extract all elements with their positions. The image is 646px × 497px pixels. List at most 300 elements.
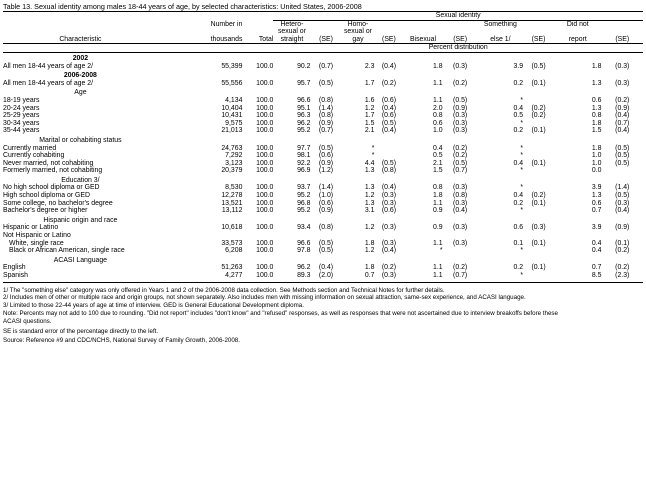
- cell-total: 100.0: [256, 264, 274, 272]
- table-page: [3, 0, 643, 345]
- cell-total: 100.0: [256, 167, 274, 175]
- table-row: [3, 272, 643, 282]
- cell-homosexual: 1.3: [364, 184, 375, 192]
- cell-did-not-report-se: (0.3): [615, 62, 630, 70]
- cell-homosexual: 1.2: [364, 104, 375, 112]
- cell-bisexual: 1.1: [432, 96, 443, 104]
- data-table: [3, 11, 643, 283]
- cell-heterosexual-se: (0.8): [318, 224, 334, 232]
- number-header-line1: Number in: [210, 20, 243, 28]
- footnotes: [3, 287, 643, 346]
- section-header-row: [3, 255, 643, 265]
- cell-bisexual-se: [443, 247, 478, 255]
- cell-homosexual-se: (0.6): [381, 112, 397, 120]
- table-row: [3, 207, 643, 215]
- cell-total: 100.0: [256, 127, 274, 135]
- cell-did-not-report: 1.8: [591, 144, 602, 152]
- cell-heterosexual-se: (0.4): [318, 264, 334, 272]
- section-header-row: [3, 175, 643, 185]
- cell-homosexual-se: (0.6): [381, 207, 397, 215]
- footnote: 2/ Includes men of other or multiple race and origin groups, not shown separately. Also includes men with missing information on sexual attraction, same-sex experience, and ACASI language.: [3, 294, 526, 302]
- cell-homosexual: 1.3: [364, 167, 375, 175]
- cell-total: 100.0: [256, 62, 274, 70]
- cell-homosexual: *: [371, 144, 375, 152]
- cell-something-else-se: (0.2): [531, 104, 546, 112]
- cell-bisexual: [403, 232, 442, 240]
- cell-homosexual-se: (0.4): [381, 247, 397, 255]
- section-header-row: [3, 135, 643, 145]
- row-label: Currently cohabiting: [3, 152, 65, 160]
- cell-something-else-se: [523, 207, 554, 215]
- cell-something-else: 0.4: [513, 159, 524, 167]
- section-header-row: [3, 215, 643, 225]
- cell-total: 100.0: [256, 239, 274, 247]
- cell-something-else-se: [523, 152, 554, 160]
- cell-homosexual: 2.1: [364, 127, 375, 135]
- cell-number-in-thousands: 10,431: [221, 112, 243, 120]
- cell-number-in-thousands: 55,556: [221, 79, 243, 87]
- cell-something-else-se: [523, 120, 554, 128]
- cell-heterosexual: 93.7: [297, 184, 311, 192]
- cell-bisexual: 1.1: [403, 272, 442, 282]
- cell-something-else-se: (0.1): [531, 79, 546, 87]
- cell-heterosexual: 97.8: [297, 247, 311, 255]
- cell-something-else: *: [520, 96, 524, 104]
- cell-bisexual: 0.6: [432, 119, 443, 127]
- cell-number-in-thousands: 8,530: [225, 184, 243, 192]
- cell-homosexual: 1.7: [364, 79, 375, 87]
- cell-bisexual: 0.9: [432, 207, 443, 215]
- cell-heterosexual-se: (1.2): [318, 167, 334, 175]
- cell-number-in-thousands: 55,399: [221, 62, 243, 70]
- cell-heterosexual: [273, 232, 310, 240]
- cell-did-not-report: 1.3: [591, 104, 602, 112]
- se-header: (SE): [443, 36, 478, 44]
- cell-did-not-report-se: (1.4): [615, 184, 630, 192]
- row-label: 25-29 years: [3, 112, 40, 120]
- table-row: [3, 97, 643, 105]
- cell-did-not-report-se: [601, 167, 643, 175]
- percent-distribution-header: Percent distribution: [273, 44, 643, 53]
- cell-something-else: *: [520, 152, 524, 160]
- row-label: Hispanic or Latino: [3, 224, 59, 232]
- cell-homosexual: 1.2: [364, 224, 375, 232]
- row-label: All men 18-44 years of age 2/: [3, 79, 94, 87]
- cell-total: 100.0: [256, 159, 274, 167]
- cell-total: 100.0: [256, 79, 274, 87]
- cell-homosexual-se: (0.5): [381, 159, 397, 167]
- cell-total: 100.0: [256, 207, 274, 215]
- table-row: [3, 105, 643, 113]
- table-row: [3, 120, 643, 128]
- cell-number-in-thousands: 3,123: [225, 159, 243, 167]
- cell-bisexual-se: (0.2): [453, 152, 468, 160]
- row-label: No high school diploma or GED: [3, 184, 100, 192]
- cell-homosexual-se: (0.8): [381, 167, 397, 175]
- cell-something-else: *: [520, 247, 524, 255]
- cell-something-else-se: (0.2): [531, 112, 546, 120]
- cell-number-in-thousands: 21,013: [221, 127, 243, 135]
- cell-something-else: 0.2: [513, 79, 524, 87]
- cell-did-not-report-se: (0.4): [615, 207, 630, 215]
- cell-total: [242, 232, 273, 240]
- cell-bisexual-se: (0.3): [453, 119, 468, 127]
- cell-did-not-report: 0.6: [591, 96, 602, 104]
- cell-homosexual: 2.3: [364, 62, 375, 70]
- table-row: [3, 127, 643, 135]
- cell-heterosexual: 96.2: [297, 119, 311, 127]
- row-label: Some college, no bachelor's degree: [3, 199, 113, 207]
- cell-did-not-report: 1.0: [591, 159, 602, 167]
- row-label: Bachelor's degree or higher: [3, 207, 88, 215]
- cell-number-in-thousands: 24,763: [221, 144, 243, 152]
- cell-homosexual-se: (0.3): [381, 239, 397, 247]
- cell-something-else: *: [478, 272, 523, 282]
- cell-bisexual-se: (0.5): [453, 159, 468, 167]
- row-label: 18-19 years: [3, 96, 40, 104]
- cell-something-else: 0.6: [513, 224, 524, 232]
- bisexual-header: Bisexual: [403, 36, 442, 44]
- cell-did-not-report: 1.3: [591, 192, 602, 200]
- row-label: Currently married: [3, 144, 57, 152]
- cell-homosexual: [341, 232, 374, 240]
- se-header: (SE): [311, 36, 342, 44]
- cell-something-else: *: [520, 167, 524, 175]
- cell-number-in-thousands: 20,379: [221, 167, 243, 175]
- cell-did-not-report-se: (0.1): [615, 239, 630, 247]
- cell-did-not-report-se: (0.9): [615, 224, 630, 232]
- cell-total: 100.0: [256, 112, 274, 120]
- cell-number-in-thousands: 10,404: [221, 104, 243, 112]
- cell-heterosexual-se: (0.8): [318, 112, 334, 120]
- cell-bisexual-se: (0.9): [453, 104, 468, 112]
- row-label: Spanish: [3, 272, 158, 282]
- cell-heterosexual: 96.6: [297, 96, 311, 104]
- cell-homosexual: *: [371, 152, 375, 160]
- section-heading: Education 3/: [61, 176, 100, 184]
- cell-bisexual: *: [439, 247, 443, 255]
- section-header-row: [3, 70, 643, 80]
- cell-bisexual-se: (0.5): [453, 96, 468, 104]
- footnote: Source: Reference #9 and CDC/NCHS, National Survey of Family Growth, 2006-2008.: [3, 337, 240, 345]
- cell-something-else-se: [523, 97, 554, 105]
- cell-heterosexual-se: (0.5): [318, 144, 334, 152]
- cell-heterosexual-se: (0.5): [318, 247, 334, 255]
- cell-something-else: *: [520, 207, 524, 215]
- cell-total: 100.0: [256, 152, 274, 160]
- cell-heterosexual: 96.9: [297, 167, 311, 175]
- cell-bisexual: 1.1: [432, 264, 443, 272]
- cell-homosexual: 1.7: [364, 112, 375, 120]
- cell-something-else: 0.4: [513, 104, 524, 112]
- table-row: [3, 112, 643, 120]
- cell-bisexual-se: (0.3): [453, 199, 468, 207]
- row-label: English: [3, 264, 26, 272]
- cell-did-not-report: 8.5: [554, 272, 601, 282]
- cell-did-not-report: 0.7: [591, 207, 602, 215]
- cell-did-not-report-se: (2.3): [601, 272, 643, 282]
- cell-homosexual-se: [374, 152, 403, 160]
- cell-something-else-se: (0.1): [531, 159, 546, 167]
- cell-bisexual: 2.0: [432, 104, 443, 112]
- cell-homosexual-se: (0.4): [381, 62, 397, 70]
- cell-heterosexual: 95.2: [297, 192, 311, 200]
- cell-bisexual-se: (0.2): [453, 144, 468, 152]
- homo-header-line1: Homo-: [347, 20, 369, 28]
- cell-number-in-thousands: 33,573: [221, 239, 243, 247]
- cell-something-else-se: (0.2): [531, 192, 546, 200]
- row-label: White, single race: [9, 239, 64, 247]
- table-row: [3, 224, 643, 232]
- cell-something-else: 0.4: [513, 192, 524, 200]
- cell-heterosexual-se: (0.7): [318, 127, 334, 135]
- cell-homosexual-se: [374, 145, 403, 153]
- cell-heterosexual-se: (0.9): [318, 159, 334, 167]
- cell-homosexual: 1.8: [364, 264, 375, 272]
- cell-total: 100.0: [256, 184, 274, 192]
- cell-did-not-report: 0.8: [591, 112, 602, 120]
- cell-did-not-report-se: (0.5): [615, 192, 630, 200]
- cell-homosexual: 3.1: [364, 207, 375, 215]
- cell-heterosexual-se: [311, 232, 342, 240]
- cell-homosexual-se: (0.3): [381, 192, 397, 200]
- table-row: [3, 247, 643, 255]
- cell-total: 100.0: [256, 192, 274, 200]
- cell-heterosexual: 96.6: [297, 239, 311, 247]
- didnot-header-line1: Did not: [566, 20, 589, 28]
- section-heading: Marital or cohabiting status: [39, 136, 122, 144]
- cell-something-else-se: (0.1): [531, 127, 546, 135]
- cell-did-not-report: 1.0: [591, 152, 602, 160]
- table-row: [3, 152, 643, 160]
- cell-bisexual-se: (0.3): [453, 239, 468, 247]
- cell-heterosexual: 92.2: [297, 159, 311, 167]
- row-label: Never married, not cohabiting: [3, 159, 94, 167]
- cell-bisexual-se: (0.2): [453, 79, 468, 87]
- row-label: Formerly married, not cohabiting: [3, 167, 103, 175]
- table-body: [3, 52, 643, 282]
- cell-did-not-report-se: (0.5): [615, 152, 630, 160]
- cell-heterosexual-se: (2.0): [311, 272, 342, 282]
- cell-heterosexual-se: (0.5): [318, 239, 334, 247]
- cell-total: 100.0: [256, 247, 274, 255]
- cell-did-not-report-se: (0.2): [615, 247, 630, 255]
- cell-something-else: *: [520, 119, 524, 127]
- cell-bisexual: 1.5: [432, 167, 443, 175]
- cell-did-not-report-se: (0.9): [615, 104, 630, 112]
- cell-number-in-thousands: 13,521: [221, 199, 243, 207]
- cell-bisexual-se: (0.8): [453, 192, 468, 200]
- cell-heterosexual: 97.7: [297, 144, 311, 152]
- cell-heterosexual-se: (1.4): [318, 184, 334, 192]
- hetero-header-line3: straight: [273, 36, 310, 44]
- cell-homosexual-se: (0.3): [381, 224, 397, 232]
- cell-homosexual-se: (0.4): [381, 104, 397, 112]
- cell-heterosexual: 95.7: [297, 79, 311, 87]
- cell-bisexual: 0.5: [432, 152, 443, 160]
- cell-did-not-report: 1.8: [591, 62, 602, 70]
- cell-did-not-report-se: [601, 232, 643, 240]
- cell-number-in-thousands: 6,208: [225, 247, 243, 255]
- cell-something-else-se: (0.1): [531, 199, 546, 207]
- cell-heterosexual-se: (0.5): [318, 79, 334, 87]
- cell-something-else: *: [520, 184, 524, 192]
- cell-did-not-report-se: (0.2): [615, 264, 630, 272]
- footnote: 3/ Limited to those 22-44 years of age at time of interview. GED is General Educational Development diploma.: [3, 302, 304, 310]
- cell-number-in-thousands: 51,263: [221, 264, 243, 272]
- cell-heterosexual: 98.1: [297, 152, 311, 160]
- cell-bisexual-se: [443, 232, 478, 240]
- header-spacer: [3, 12, 273, 21]
- section-heading: 2002: [72, 54, 89, 62]
- cell-did-not-report-se: (0.5): [615, 159, 630, 167]
- footnote: SE is standard error of the percentage directly to the left.: [3, 327, 159, 335]
- row-label: High school diploma or GED: [3, 192, 90, 200]
- section-heading: 2006-2008: [63, 72, 97, 80]
- cell-number-in-thousands: 10,618: [221, 224, 243, 232]
- cell-did-not-report-se: (0.2): [615, 96, 630, 104]
- cell-something-else: 0.1: [513, 239, 524, 247]
- cell-homosexual-se: (0.2): [381, 264, 397, 272]
- cell-heterosexual-se: (0.9): [318, 207, 334, 215]
- cell-something-else: 0.2: [513, 127, 524, 135]
- table-row: [3, 200, 643, 208]
- homo-header-line3: gay: [341, 36, 374, 44]
- cell-something-else-se: (0.1): [531, 239, 546, 247]
- cell-heterosexual: 89.3: [273, 272, 310, 282]
- cell-heterosexual: 96.3: [297, 112, 311, 120]
- row-label: Black or African American, single race: [9, 247, 125, 255]
- table-row: [3, 160, 643, 168]
- footnote: ACASI questions.: [3, 317, 52, 325]
- table-title: Table 13. Sexual identity among males 18-44 years of age, by selected characteristics: United States, 2006-2008: [3, 2, 362, 11]
- cell-bisexual-se: (0.3): [453, 127, 468, 135]
- cell-did-not-report: 0.4: [591, 239, 602, 247]
- table-row: [3, 184, 643, 192]
- cell-bisexual-se: (0.7): [453, 167, 468, 175]
- se-header: (SE): [601, 36, 643, 44]
- cell-something-else: [478, 232, 523, 240]
- cell-homosexual: 1.2: [364, 247, 375, 255]
- cell-bisexual-se: (0.3): [453, 224, 468, 232]
- se-header: (SE): [374, 36, 403, 44]
- cell-bisexual: 0.8: [432, 184, 443, 192]
- hetero-header-line1: Hetero-: [280, 20, 304, 28]
- table-row: [3, 264, 643, 272]
- cell-heterosexual-se: (1.0): [318, 192, 334, 200]
- table-row: [3, 167, 643, 175]
- cell-something-else-se: [523, 145, 554, 153]
- cell-heterosexual-se: (0.7): [318, 62, 334, 70]
- section-header-row: [3, 52, 643, 62]
- cell-number-in-thousands: 4,277: [158, 272, 243, 282]
- cell-did-not-report: 3.9: [591, 224, 602, 232]
- cell-number-in-thousands: 12,278: [221, 192, 243, 200]
- cell-heterosexual-se: (0.9): [318, 119, 334, 127]
- something-header-line2: else 1/: [478, 36, 523, 44]
- cell-total: 100.0: [256, 199, 274, 207]
- cell-something-else-se: (0.5): [531, 62, 546, 70]
- cell-homosexual: 0.7: [341, 272, 374, 282]
- section-heading: Age: [74, 89, 87, 97]
- cell-bisexual-se: (0.3): [453, 62, 468, 70]
- cell-total: 100.0: [256, 96, 274, 104]
- cell-did-not-report: 0.7: [591, 264, 602, 272]
- cell-did-not-report: 1.8: [591, 119, 602, 127]
- cell-total: 100.0: [256, 119, 274, 127]
- cell-total: 100.0: [256, 224, 274, 232]
- cell-did-not-report: 1.3: [591, 79, 602, 87]
- table-row: [3, 145, 643, 153]
- homo-header-line2: sexual or: [343, 28, 372, 36]
- total-header: Total: [242, 36, 273, 44]
- cell-did-not-report: [554, 232, 601, 240]
- cell-something-else-se: [523, 167, 554, 175]
- cell-heterosexual: 90.2: [297, 62, 311, 70]
- cell-homosexual-se: (0.3): [381, 199, 397, 207]
- cell-bisexual-se: (0.4): [453, 207, 468, 215]
- something-header-line1: Something: [483, 20, 517, 28]
- cell-bisexual: 2.1: [432, 159, 443, 167]
- cell-something-else: *: [520, 144, 524, 152]
- table-row: [3, 240, 643, 248]
- cell-something-else-se: [523, 247, 554, 255]
- cell-something-else: 0.2: [513, 199, 524, 207]
- cell-total: 100.0: [242, 272, 273, 282]
- cell-something-else: 0.5: [513, 112, 524, 120]
- cell-bisexual: 1.8: [432, 192, 443, 200]
- cell-bisexual: 0.4: [432, 144, 443, 152]
- cell-did-not-report: 0.0: [591, 167, 602, 175]
- cell-homosexual-se: (0.6): [381, 96, 397, 104]
- cell-heterosexual-se: (1.4): [318, 104, 334, 112]
- cell-heterosexual-se: (0.6): [318, 152, 334, 160]
- cell-heterosexual-se: (0.6): [318, 199, 334, 207]
- cell-heterosexual-se: (0.8): [318, 96, 334, 104]
- cell-homosexual-se: (0.5): [381, 119, 397, 127]
- cell-bisexual: 1.0: [432, 127, 443, 135]
- hetero-header-line2: sexual or: [277, 28, 306, 36]
- cell-bisexual-se: (0.2): [453, 264, 468, 272]
- cell-something-else-se: (0.3): [531, 224, 546, 232]
- footnote: Note: Percents may not add to 100 due to rounding. "Did not report" includes "don't know" and "refused" responses, as well as responses that were not ascertained due to interview breakoffs before these: [3, 309, 558, 317]
- cell-did-not-report: 1.5: [591, 127, 602, 135]
- section-heading: Hispanic origin and race: [43, 216, 118, 224]
- cell-did-not-report: 0.6: [591, 199, 602, 207]
- table-row: [3, 80, 643, 88]
- cell-did-not-report-se: (0.4): [615, 127, 630, 135]
- table-row: [3, 232, 643, 240]
- cell-heterosexual: 95.2: [297, 127, 311, 135]
- number-header-line2: thousands: [158, 36, 243, 44]
- cell-heterosexual: 96.2: [297, 264, 311, 272]
- cell-homosexual: 1.2: [364, 192, 375, 200]
- cell-homosexual-se: [374, 232, 403, 240]
- section-header-row: [3, 87, 643, 97]
- cell-homosexual-se: (0.4): [381, 127, 397, 135]
- row-label: All men 18-44 years of age 2/: [3, 62, 94, 70]
- cell-heterosexual: 95.1: [297, 104, 311, 112]
- cell-bisexual-se: (0.7): [443, 272, 478, 282]
- cell-homosexual: 1.6: [364, 96, 375, 104]
- row-label: 30-34 years: [3, 119, 40, 127]
- cell-heterosexual: 96.8: [297, 199, 311, 207]
- row-label: 20-24 years: [3, 104, 40, 112]
- table-row: [3, 63, 643, 71]
- didnot-header-line2: report: [554, 36, 601, 44]
- cell-number-in-thousands: 4,134: [225, 96, 243, 104]
- cell-homosexual-se: (0.4): [381, 184, 397, 192]
